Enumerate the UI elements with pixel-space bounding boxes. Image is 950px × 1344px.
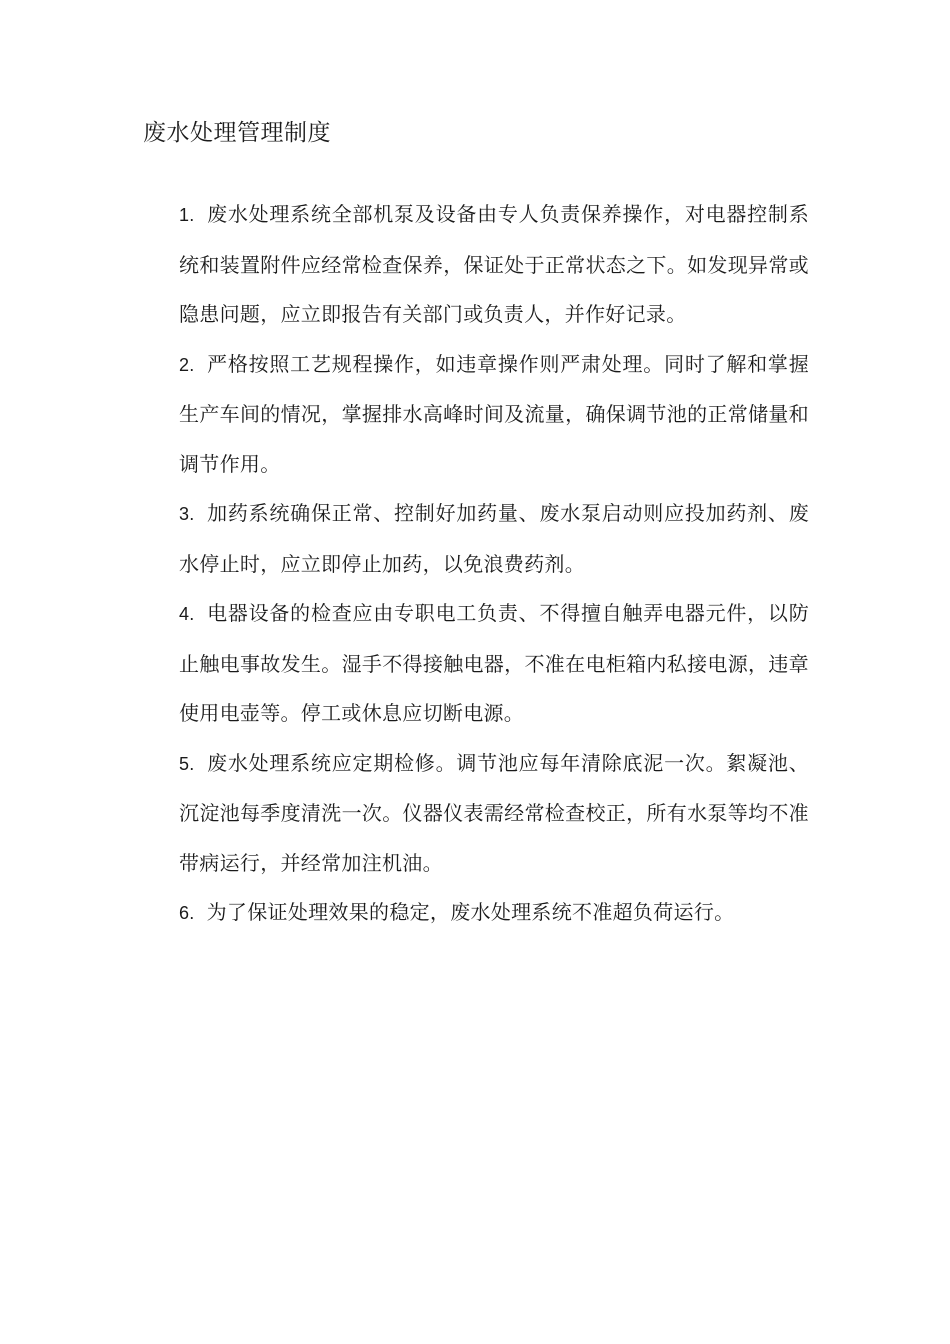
regulation-item-1	[179, 190, 809, 340]
item-number: 3.	[179, 504, 195, 524]
regulation-item-6	[179, 888, 809, 939]
item-text: 电器设备的检查应由专职电工负责、不得擅自触弄电器元件，以防止触电事故发生。湿手不得接触电器，不准在电柜箱内私接电源，违章使用电壶等。停工或休息应切断电源。	[179, 601, 809, 725]
item-text: 废水处理系统全部机泵及设备由专人负责保养操作，对电器控制系统和装置附件应经常检查保养，保证处于正常状态之下。如发现异常或隐患问题，应立即报告有关部门或负责人，并作好记录。	[179, 202, 809, 326]
regulation-item-2	[179, 340, 809, 490]
item-text: 为了保证处理效果的稳定，废水处理系统不准超负荷运行。	[206, 900, 735, 924]
item-number: 1.	[179, 205, 195, 225]
item-number: 6.	[179, 903, 195, 923]
item-number: 5.	[179, 753, 195, 774]
regulation-item-3	[179, 489, 809, 589]
regulation-list	[179, 190, 809, 939]
item-text: 严格按照工艺规程操作，如违章操作则严肃处理。同时了解和掌握生产车间的情况，掌握排水高峰时间及流量，确保调节池的正常储量和调节作用。	[179, 351, 809, 476]
item-number: 2.	[179, 354, 195, 375]
item-text: 加药系统确保正常、控制好加药量、废水泵启动则应投加药剂、废水停止时，应立即停止加药，以免浪费药剂。	[179, 501, 809, 576]
item-number: 4.	[179, 604, 195, 624]
regulation-item-4	[179, 589, 809, 739]
document-title: 废水处理管理制度	[143, 120, 331, 146]
regulation-item-5	[179, 739, 809, 889]
item-text: 废水处理系统应定期检修。调节池应每年清除底泥一次。絮凝池、沉淀池每季度清洗一次。仪器仪表需经常检查校正，所有水泵等均不准带病运行，并经常加注机油。	[179, 750, 809, 875]
